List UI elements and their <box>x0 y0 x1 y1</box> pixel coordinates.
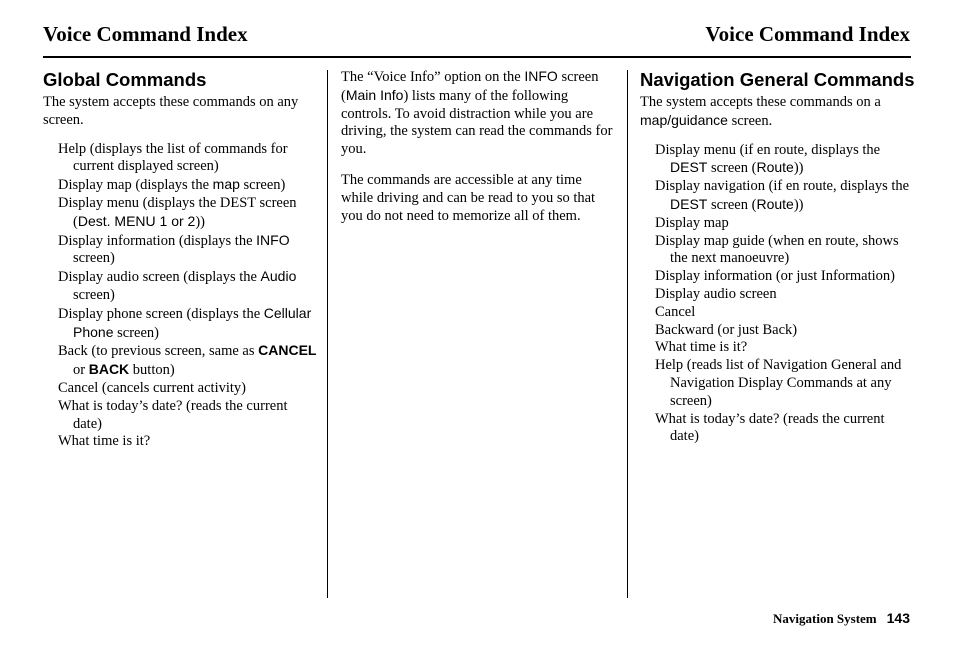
column-divider-right <box>627 70 628 598</box>
list-item: Display audio screen <box>655 285 777 302</box>
list-item: Display menu (if en route, displays the DEST screen (Route)) <box>655 141 881 177</box>
page-footer <box>773 610 910 627</box>
list-item: Help (reads list of Navigation General and Navigation Display Commands at any screen) <box>655 357 902 409</box>
global-commands-intro: The system accepts these commands on any screen. <box>43 94 299 128</box>
voice-info-column <box>341 68 613 225</box>
page-title-left: Voice Command Index <box>43 22 248 46</box>
accessible-paragraph: The commands are accessible at any time while driving and can be read to you so that you do not need to memorize all of them. <box>341 171 596 224</box>
list-item: What is today’s date? (reads the current date) <box>655 410 885 445</box>
list-item: What time is it? <box>655 339 748 356</box>
list-item: Display map <box>655 214 729 231</box>
header-rule <box>43 56 911 58</box>
nav-general-list <box>640 142 915 447</box>
list-item: What time is it? <box>58 433 151 450</box>
list-item: Display information (or just Information) <box>655 268 896 285</box>
list-item: Display audio screen (displays the Audio screen) <box>58 268 297 303</box>
nav-general-heading: Navigation General Commands <box>640 69 915 90</box>
list-item: Display map (displays the map screen) <box>58 176 286 194</box>
global-commands-heading: Global Commands <box>43 69 207 90</box>
global-commands-column <box>43 69 318 451</box>
list-item: Backward (or just Back) <box>655 321 798 338</box>
list-item: What is today’s date? (reads the current date) <box>58 397 288 432</box>
list-item: Back (to previous screen, same as CANCEL or BACK button) <box>58 342 317 379</box>
list-item: Display navigation (if en route, displays the DEST screen (Route)) <box>655 178 910 213</box>
list-item: Display phone screen (displays the Cellular Phone screen) <box>58 304 312 341</box>
list-item: Cancel (cancels current activity) <box>58 379 246 396</box>
list-item: Display map guide (when en route, shows the next manoeuvre) <box>655 232 899 267</box>
footer-label: Navigation System <box>773 611 877 626</box>
global-commands-list <box>43 141 318 452</box>
list-item: Display menu (displays the DEST screen (Dest. MENU 1 or 2)) <box>58 194 297 230</box>
list-item: Help (displays the list of commands for current displayed screen) <box>58 140 288 175</box>
list-item: Display information (displays the INFO screen) <box>58 231 290 267</box>
page-number: 143 <box>886 610 910 626</box>
page-title-right: Voice Command Index <box>705 22 910 46</box>
voice-info-paragraph: The “Voice Info” option on the INFO screen (Main Info) lists many of the following controls. To avoid distraction while you are driving, the system can read the commands for you. <box>341 68 613 158</box>
nav-general-intro: The system accepts these commands on a map/guidance screen. <box>640 94 881 129</box>
column-divider-left <box>327 70 328 598</box>
nav-general-column <box>640 69 915 446</box>
list-item: Cancel <box>655 303 696 320</box>
